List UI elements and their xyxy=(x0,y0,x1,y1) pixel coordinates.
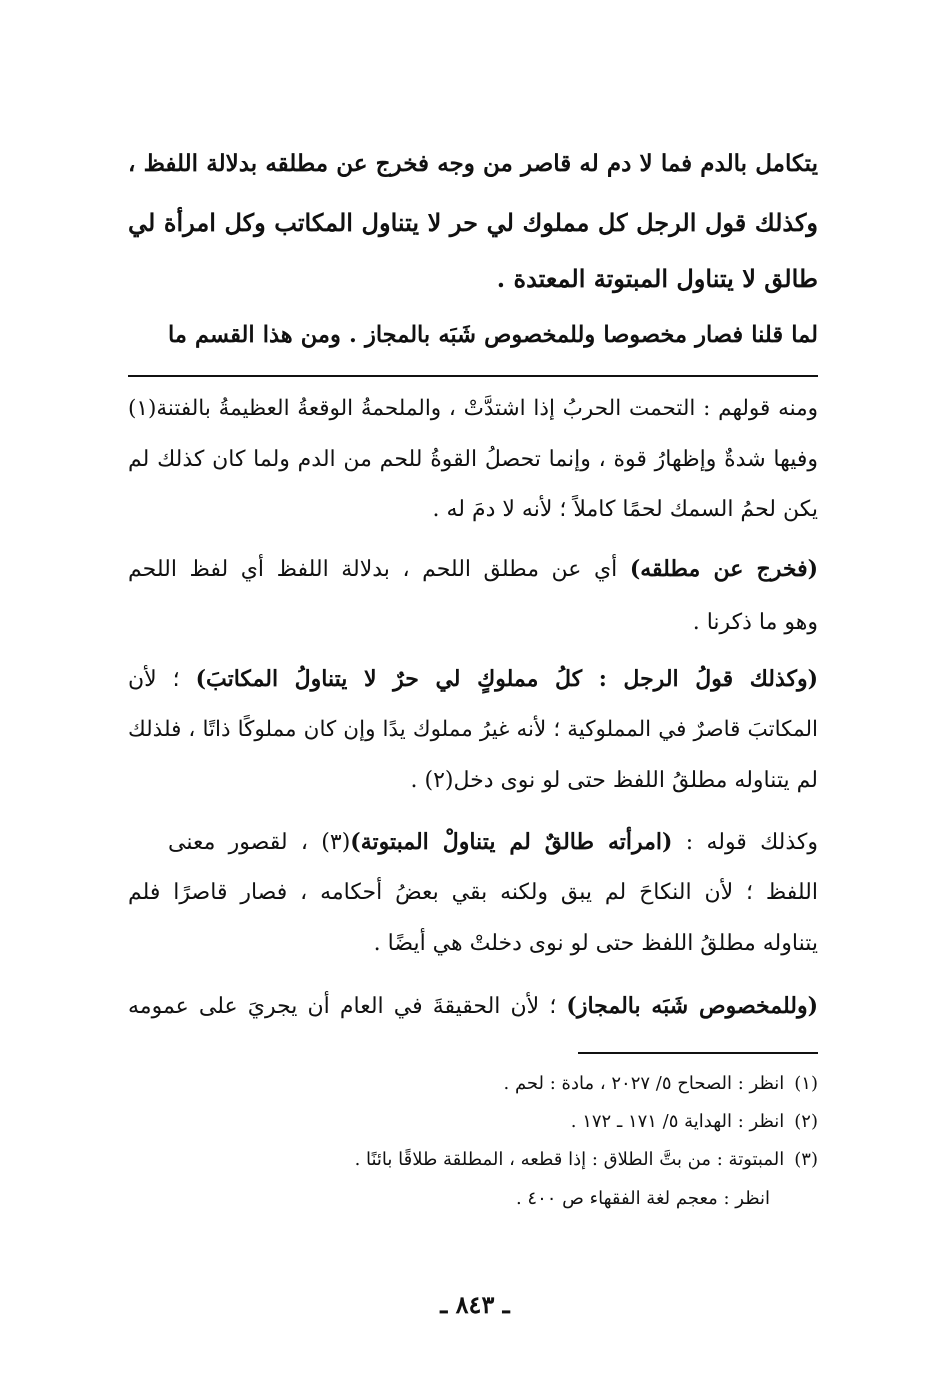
main-text-line-1: يتكامل بالدم فما لا دم له قاصر من وجه فخرج عن مطلقه بدلالة اللفظ ، xyxy=(128,150,818,177)
commentary-p1-line-2: وفيها شدةٌ وإظهارُ قوة ، وإنما تحصلُ القوةُ للحم من الدم ولما كان كذلك لم xyxy=(128,447,818,472)
commentary-text: وكذلك قوله : xyxy=(672,830,819,855)
section-divider xyxy=(128,375,818,377)
footnote-3-continuation: انظر : معجم لغة الفقهاء ص ٤٠٠ . xyxy=(515,1188,770,1209)
commentary-text: ؛ لأن xyxy=(128,667,196,692)
main-text-line-3: طالق لا يتناول المبتوتة المعتدة . xyxy=(496,264,818,293)
page-number: ـ ٨٤٣ ـ xyxy=(440,1290,510,1319)
main-text-line-4: لما قلنا فصار مخصوصا وللمخصوص شَبَه بالمجاز . ومن هذا القسم ما xyxy=(168,322,818,348)
quoted-phrase: (وكذلك قولُ الرجل : كلُ مملوكٍ لي حرٌ لا يتناولُ المكاتبَ) xyxy=(195,666,818,692)
footnote-2 xyxy=(128,1111,818,1132)
quoted-phrase: (فخرج عن مطلقه) xyxy=(629,556,818,582)
footnote-text: انظر : الهداية ٥/ ١٧١ ـ ١٧٢ . xyxy=(570,1111,785,1132)
commentary-p1-line-1: ومنه قولهم : التحمت الحربُ إذا اشتدَّتْ ، والملحمةُ الوقعةُ العظيمةُ بالفتنة(١) xyxy=(128,396,818,421)
footnote-text: المبتوتة : من بتَّ الطلاق : إذا قطعه ، المطلقة طلاقًا بائنًا . xyxy=(354,1149,785,1170)
footnote-divider xyxy=(578,1052,818,1054)
main-text-line-2: وكذلك قول الرجل كل مملوك لي حر لا يتناول المكاتب وكل امرأة لي xyxy=(128,208,818,237)
commentary-p3-line-2: المكاتبَ قاصرٌ في المملوكية ؛ لأنه غيرُ مملوك يدًا وإن كان مملوكًا ذاتًا ، فلذلك xyxy=(128,717,818,742)
commentary-p3-line-1 xyxy=(128,666,818,692)
commentary-p4-line-3: يتناوله مطلقُ اللفظ حتى لو نوى دخلتْ هي أيضًا . xyxy=(373,931,818,956)
commentary-p3-line-3: لم يتناوله مطلقُ اللفظ حتى لو نوى دخل(٢) . xyxy=(410,768,818,793)
quoted-phrase: (امرأته طالقٌ لم يتناولْ المبتوتة) xyxy=(350,829,673,855)
footnote-number: (١) xyxy=(794,1073,818,1094)
quoted-phrase: (وللمخصوص شَبَه بالمجاز) xyxy=(566,993,818,1019)
commentary-p2-line-1 xyxy=(128,556,818,582)
footnote-number: (٢) xyxy=(794,1111,818,1132)
commentary-text: (٣) ، لقصور معنى xyxy=(168,830,351,855)
commentary-p4-line-1 xyxy=(168,829,818,855)
footnote-3 xyxy=(128,1149,818,1170)
commentary-p4-line-2: اللفظ ؛ لأن النكاحَ لم يبق ولكنه بقي بعضُ أحكامه ، فصار قاصرًا فلم xyxy=(128,880,818,905)
footnote-text: انظر : الصحاح ٥/ ٢٠٢٧ ، مادة : لحم . xyxy=(503,1073,785,1094)
commentary-text: أي عن مطلق اللحم ، بدلالة اللفظ أي لفظ اللحم xyxy=(128,557,630,582)
commentary-p5-line-1 xyxy=(128,993,818,1019)
commentary-p1-line-3: يكن لحمُ السمك لحمًا كاملاً ؛ لأنه لا دمَ له . xyxy=(432,497,818,522)
footnote-1 xyxy=(128,1073,818,1094)
commentary-text: ؛ لأن الحقيقةَ في العام أن يجريَ على عمومه xyxy=(128,994,567,1019)
commentary-p2-line-2: وهو ما ذكرنا . xyxy=(692,610,818,635)
footnote-number: (٣) xyxy=(794,1149,818,1170)
